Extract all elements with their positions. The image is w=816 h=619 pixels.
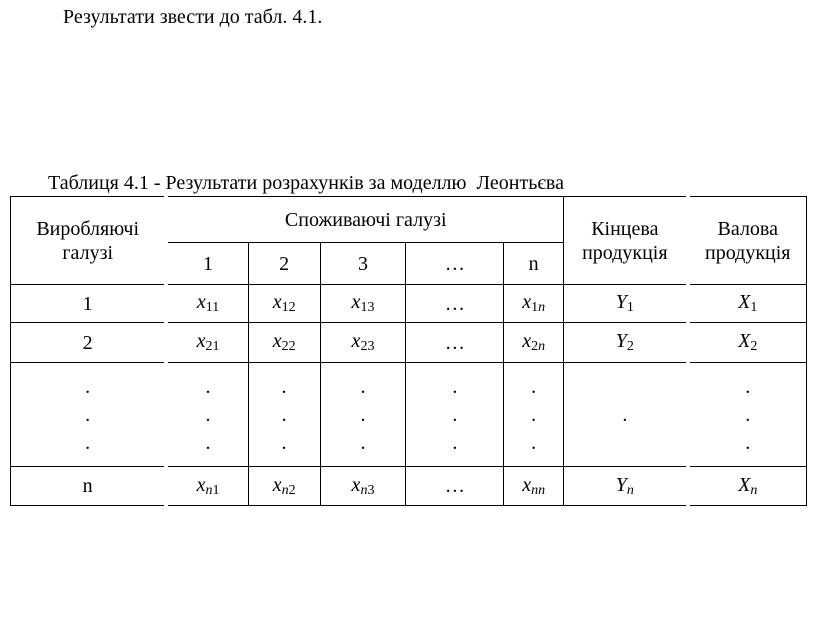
variable-base: x bbox=[196, 291, 206, 314]
variable-base: x bbox=[272, 291, 282, 314]
dot: . bbox=[745, 403, 751, 426]
variable-base: x bbox=[272, 330, 282, 353]
leontief-table bbox=[10, 196, 807, 506]
dots-cell bbox=[248, 363, 320, 467]
math-variable bbox=[351, 330, 375, 355]
dot: . bbox=[452, 375, 458, 398]
row-label: 1 bbox=[11, 285, 167, 323]
header-gross-line1: Валова bbox=[717, 217, 778, 240]
dots-cell bbox=[320, 363, 406, 467]
header-producing bbox=[11, 197, 167, 285]
dots-cell bbox=[406, 363, 504, 467]
table-cell bbox=[564, 467, 688, 506]
math-variable bbox=[522, 474, 545, 496]
table-cell bbox=[688, 323, 807, 363]
table-cell bbox=[504, 285, 564, 323]
variable-base: Y bbox=[615, 291, 627, 314]
variable-subscript: 21 bbox=[205, 339, 220, 355]
math-variable bbox=[615, 330, 634, 355]
table-row bbox=[11, 467, 807, 506]
dots-cell bbox=[11, 363, 167, 467]
table-cell bbox=[320, 467, 406, 506]
table-cell bbox=[248, 285, 320, 323]
math-variable bbox=[522, 330, 546, 355]
math-variable bbox=[738, 330, 758, 355]
math-variable bbox=[197, 474, 220, 496]
variable-base: x bbox=[351, 291, 361, 314]
variable-subscript: 2 bbox=[531, 339, 539, 355]
variable-subscript: 1 bbox=[626, 300, 634, 316]
variable-subscript: 11 bbox=[205, 300, 220, 316]
variable-base: X bbox=[738, 291, 751, 314]
variable-base: x bbox=[351, 473, 361, 496]
math-variable bbox=[616, 474, 634, 496]
row-label: 2 bbox=[11, 323, 167, 363]
dot: . bbox=[745, 431, 751, 454]
dot: . bbox=[531, 431, 537, 454]
dot: . bbox=[360, 431, 366, 454]
dot: . bbox=[205, 403, 211, 426]
variable-base: x bbox=[522, 330, 532, 353]
header-gross-line2: продукція bbox=[705, 241, 791, 264]
col-header-ellipsis: … bbox=[406, 243, 504, 285]
dot: . bbox=[531, 403, 537, 426]
col-header-2: 2 bbox=[248, 243, 320, 285]
variable-base: X bbox=[738, 330, 751, 353]
variable-subscript: n bbox=[360, 482, 368, 498]
math-variable bbox=[273, 474, 296, 496]
col-header-3: 3 bbox=[320, 243, 406, 285]
dot: . bbox=[360, 375, 366, 398]
table-cell bbox=[688, 467, 807, 506]
dot: . bbox=[85, 431, 91, 454]
variable-base: x bbox=[522, 291, 532, 314]
header-producing-line1: Виробляючі bbox=[36, 217, 140, 240]
table-cell bbox=[406, 467, 504, 506]
table-cell bbox=[504, 323, 564, 363]
header-final-line2: продукція bbox=[582, 241, 668, 264]
dot: . bbox=[205, 431, 211, 454]
dot: . bbox=[281, 431, 287, 454]
variable-base: x bbox=[351, 330, 361, 353]
ellipsis: … bbox=[444, 475, 465, 497]
math-variable bbox=[738, 291, 758, 316]
table-cell bbox=[166, 323, 248, 363]
dots-cell bbox=[688, 363, 807, 467]
header-final bbox=[564, 197, 688, 285]
variable-subscript: 23 bbox=[360, 339, 375, 355]
header-gross bbox=[688, 197, 807, 285]
intro-text: Результати звести до табл. 4.1. bbox=[63, 6, 323, 28]
ellipsis: … bbox=[444, 292, 465, 315]
dot: . bbox=[531, 375, 537, 398]
variable-base: x bbox=[272, 473, 282, 496]
variable-subscript: n bbox=[538, 339, 546, 355]
header-producing-line2: галузі bbox=[62, 241, 114, 264]
variable-subscript: 2 bbox=[288, 482, 296, 498]
dot: . bbox=[85, 403, 91, 426]
variable-subscript: 1 bbox=[212, 482, 220, 498]
math-variable bbox=[196, 330, 220, 355]
variable-subscript: 2 bbox=[750, 339, 758, 355]
col-header-1: 1 bbox=[166, 243, 248, 285]
table-row bbox=[11, 323, 807, 363]
table-caption: Таблиця 4.1 - Результати розрахунків за моделлю Леонтьєва bbox=[48, 172, 564, 194]
dot: . bbox=[452, 431, 458, 454]
dot: . bbox=[281, 375, 287, 398]
col-header-n: n bbox=[504, 243, 564, 285]
variable-subscript: 22 bbox=[281, 339, 296, 355]
table-cell bbox=[320, 285, 406, 323]
dot: . bbox=[281, 403, 287, 426]
ellipsis: … bbox=[444, 331, 465, 354]
table-row bbox=[11, 285, 807, 323]
dots-row bbox=[11, 363, 807, 467]
header-row-1 bbox=[11, 197, 807, 243]
variable-base: x bbox=[522, 473, 532, 496]
variable-subscript: 2 bbox=[626, 339, 634, 355]
variable-base: X bbox=[738, 473, 751, 496]
dots-cell bbox=[564, 363, 688, 467]
variable-subscript: n bbox=[281, 482, 289, 498]
dot: . bbox=[205, 375, 211, 398]
variable-subscript: 1 bbox=[750, 300, 758, 316]
variable-subscript: n bbox=[205, 482, 213, 498]
math-variable bbox=[352, 474, 375, 496]
table-cell bbox=[320, 323, 406, 363]
variable-subscript: n bbox=[626, 482, 634, 498]
variable-base: x bbox=[196, 473, 206, 496]
dots-cell bbox=[166, 363, 248, 467]
table-cell bbox=[166, 467, 248, 506]
math-variable bbox=[196, 291, 220, 316]
variable-subscript: 1 bbox=[531, 300, 539, 316]
variable-subscript: 13 bbox=[360, 300, 375, 316]
math-variable bbox=[272, 330, 296, 355]
math-variable bbox=[615, 291, 634, 316]
math-variable bbox=[272, 291, 296, 316]
variable-subscript: nn bbox=[531, 482, 546, 498]
dot: . bbox=[452, 403, 458, 426]
variable-base: x bbox=[196, 330, 206, 353]
table-cell bbox=[564, 285, 688, 323]
math-variable bbox=[351, 291, 375, 316]
header-final-line1: Кінцева bbox=[591, 217, 659, 240]
math-variable bbox=[522, 291, 546, 316]
dots-cell bbox=[504, 363, 564, 467]
row-label: n bbox=[11, 467, 167, 506]
table-cell bbox=[406, 323, 504, 363]
table-cell bbox=[564, 323, 688, 363]
variable-base: Y bbox=[615, 330, 627, 353]
table-cell bbox=[688, 285, 807, 323]
table-cell bbox=[166, 285, 248, 323]
variable-subscript: 12 bbox=[281, 300, 296, 316]
table-cell bbox=[248, 323, 320, 363]
math-variable bbox=[738, 474, 757, 496]
table-cell bbox=[406, 285, 504, 323]
table-cell bbox=[504, 467, 564, 506]
header-consuming: Споживаючі галузі bbox=[166, 197, 563, 243]
dot: . bbox=[360, 403, 366, 426]
variable-subscript: n bbox=[750, 482, 758, 498]
dot: . bbox=[85, 375, 91, 398]
variable-base: Y bbox=[615, 473, 627, 496]
dot: . bbox=[622, 403, 628, 426]
variable-subscript: 3 bbox=[367, 482, 375, 498]
table-cell bbox=[248, 467, 320, 506]
dot: . bbox=[745, 375, 751, 398]
variable-subscript: n bbox=[538, 300, 546, 316]
